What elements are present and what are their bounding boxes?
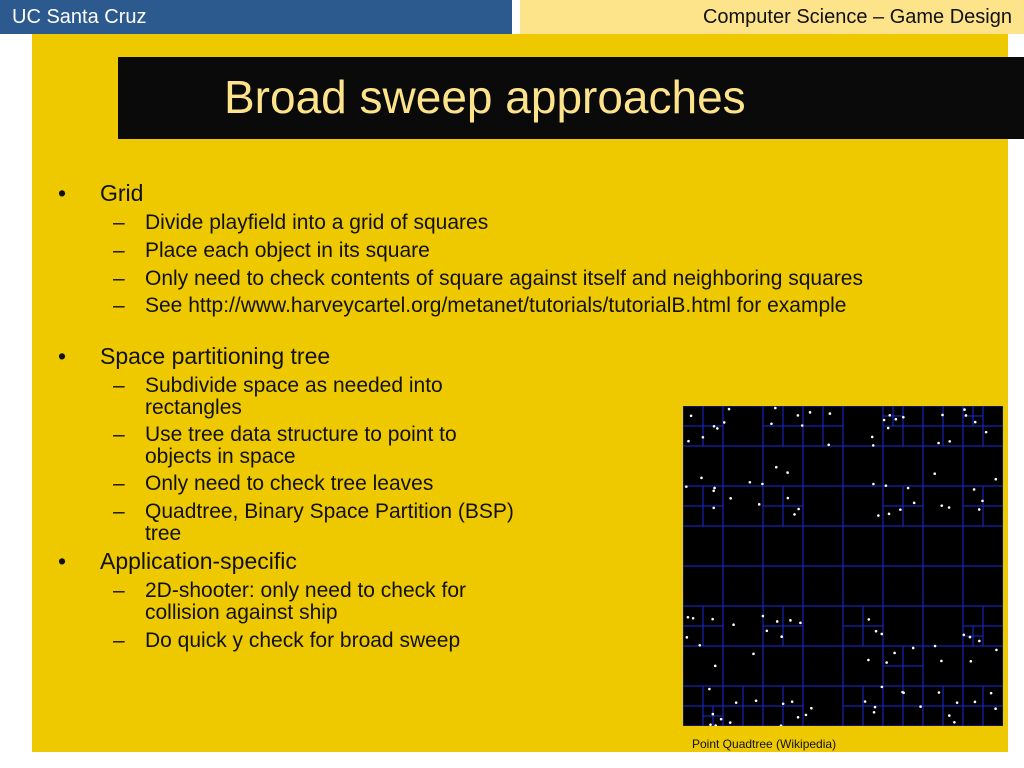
quadtree-point [780, 724, 783, 726]
quadtree-cell [683, 706, 703, 726]
quadtree-cell [763, 426, 783, 446]
quadtree-point [948, 506, 951, 509]
quadtree-cell [743, 686, 763, 706]
quadtree-cell [703, 606, 723, 626]
quadtree-cell [983, 686, 1003, 706]
dash-marker: – [113, 472, 125, 495]
quadtree-cell [903, 506, 923, 526]
sub-bullet: Do quick y check for broad sweep [145, 629, 461, 652]
quadtree-cell [763, 526, 803, 566]
quadtree-point [895, 418, 898, 421]
dash-marker: – [113, 423, 125, 446]
quadtree-cell [783, 406, 803, 426]
quadtree-cell [883, 406, 893, 416]
quadtree-point [755, 699, 758, 702]
sub-bullet: Use tree data structure to point to objects in space [145, 423, 457, 468]
quadtree-cell [923, 606, 963, 646]
quadtree-point [875, 630, 878, 633]
quadtree-point [708, 688, 711, 691]
quadtree-cell [803, 486, 843, 526]
quadtree-point [974, 701, 977, 704]
quadtree-cell [823, 406, 843, 426]
quadtree-cell [883, 666, 903, 686]
quadtree-cell [983, 406, 1003, 426]
quadtree-cell [843, 446, 883, 486]
quadtree-cell [973, 636, 983, 646]
quadtree-cell [763, 406, 783, 426]
quadtree-cell [863, 606, 883, 626]
quadtree-point [713, 425, 716, 428]
quadtree-cell [803, 566, 843, 606]
quadtree-cell [683, 626, 703, 646]
quadtree-cell [923, 526, 963, 566]
quadtree-point [965, 414, 968, 417]
quadtree-point [729, 721, 732, 724]
quadtree-point [994, 707, 997, 710]
quadtree-point [797, 716, 800, 719]
quadtree-cell [943, 406, 963, 426]
quadtree-point [902, 416, 905, 419]
quadtree-cell [923, 566, 963, 606]
quadtree-cell [683, 606, 703, 626]
quadtree-cell [863, 706, 883, 726]
quadtree-cell [883, 526, 923, 566]
quadtree-cell [703, 426, 723, 446]
quadtree-point [874, 706, 877, 709]
quadtree-cell [683, 406, 703, 426]
quadtree-cell [883, 566, 923, 606]
quadtree-cell [683, 506, 703, 526]
quadtree-cell [723, 406, 763, 446]
quadtree-point [912, 647, 915, 650]
quadtree-point [969, 636, 972, 639]
quadtree-cell [983, 606, 1003, 626]
bullet-marker: • [58, 548, 67, 574]
quadtree-point [969, 660, 972, 663]
quadtree-cell [823, 426, 843, 446]
quadtree-cell [683, 646, 723, 686]
quadtree-diagram [683, 406, 1003, 726]
quadtree-cell [843, 526, 883, 566]
quadtree-cell [963, 686, 983, 706]
quadtree-point [712, 489, 715, 492]
quadtree-cell [783, 506, 803, 526]
quadtree-cell [843, 406, 883, 446]
quadtree-point [687, 440, 690, 443]
quadtree-cell [983, 506, 1003, 526]
quadtree-point [981, 500, 984, 503]
quadtree-point [827, 443, 830, 446]
quadtree-cell [803, 606, 843, 646]
quadtree-cell [723, 526, 763, 566]
quadtree-point [888, 414, 891, 417]
sub-bullet: Place each object in its square [145, 239, 430, 262]
quadtree-point [732, 623, 735, 626]
quadtree-point [864, 700, 867, 703]
quadtree-cell [883, 686, 903, 706]
quadtree-cell [963, 606, 983, 626]
quadtree-cell [803, 426, 823, 446]
quadtree-cell [983, 706, 1003, 726]
quadtree-point [801, 424, 804, 427]
quadtree-point [714, 724, 717, 726]
quadtree-point [907, 487, 910, 490]
quadtree-point [995, 649, 998, 652]
quadtree-point [941, 414, 944, 417]
quadtree-point [872, 444, 875, 447]
quadtree-point [953, 721, 956, 724]
quadtree-point [948, 714, 951, 717]
quadtree-point [880, 633, 883, 636]
quadtree-cell [763, 606, 783, 626]
quadtree-cell [963, 636, 973, 646]
quadtree-cell [683, 446, 723, 486]
quadtree-point [770, 422, 773, 425]
quadtree-point [712, 507, 715, 510]
quadtree-cell [703, 626, 723, 646]
quadtree-cell [963, 646, 1003, 686]
quadtree-point [887, 427, 890, 430]
quadtree-cell [843, 706, 863, 726]
quadtree-cell [973, 406, 983, 416]
quadtree-point [780, 635, 783, 638]
quadtree-point [885, 661, 888, 664]
quadtree-point [776, 620, 779, 623]
quadtree-point [789, 619, 792, 622]
quadtree-cell [883, 486, 903, 506]
quadtree-point [793, 513, 796, 516]
quadtree-point [974, 421, 977, 424]
bullet-marker: • [58, 343, 67, 369]
quadtree-cell [713, 706, 723, 716]
quadtree-cell [983, 486, 1003, 506]
quadtree-cell [923, 646, 963, 686]
quadtree-cell [703, 486, 723, 506]
bullet-application-specific: Application-specific [100, 548, 297, 574]
quadtree-point [797, 414, 800, 417]
quadtree-cell [723, 486, 763, 526]
dash-marker: – [113, 579, 125, 602]
quadtree-cell [803, 646, 843, 686]
quadtree-cell [903, 426, 923, 446]
quadtree-cell [983, 426, 1003, 446]
quadtree-cell [943, 686, 963, 706]
quadtree-point [749, 481, 752, 484]
quadtree-point [711, 618, 714, 621]
quadtree-point [716, 427, 719, 430]
quadtree-point [938, 691, 941, 694]
slide-title: Broad sweep approaches [224, 71, 746, 123]
quadtree-cell [883, 426, 903, 446]
sub-bullet: Divide playfield into a grid of squares [145, 211, 489, 234]
quadtree-point [868, 618, 871, 621]
sub-bullet: See http://www.harveycartel.org/metanet/tutorials/tutorialB.html for example [145, 294, 847, 317]
quadtree-point [762, 615, 765, 618]
quadtree-cell [843, 606, 863, 626]
quadtree-point [700, 477, 703, 480]
quadtree-cell [763, 506, 783, 526]
quadtree-cell [843, 486, 883, 526]
sub-bullet: Only need to check contents of square against itself and neighboring squares [145, 267, 863, 290]
quadtree-point [937, 442, 940, 445]
quadtree-cell [723, 566, 763, 606]
quadtree-point [899, 508, 902, 511]
quadtree-point [873, 711, 876, 714]
quadtree-point [883, 419, 886, 422]
dash-marker: – [113, 267, 125, 290]
quadtree-cell [923, 686, 943, 706]
quadtree-point [713, 487, 716, 490]
quadtree-cell [803, 446, 843, 486]
quadtree-point [963, 408, 966, 411]
quadtree-cell [943, 426, 963, 446]
quadtree-point [956, 701, 959, 704]
figure-caption: Point Quadtree (Wikipedia) [692, 737, 837, 751]
quadtree-point [782, 702, 785, 705]
quadtree-cell [683, 526, 723, 566]
quadtree-point [902, 691, 905, 694]
quadtree-point [978, 640, 981, 643]
quadtree-cell [723, 706, 743, 726]
quadtree-cell [963, 416, 973, 426]
sub-bullet: Subdivide space as needed into rectangles [145, 374, 443, 419]
quadtree-point [758, 503, 761, 506]
quadtree-cell [763, 446, 803, 486]
quadtree-point [709, 723, 712, 726]
quadtree-point [690, 414, 693, 417]
quadtree-cell [703, 686, 723, 706]
quadtree-cell [763, 706, 783, 726]
dash-marker: – [113, 211, 125, 234]
quadtree-cell [963, 406, 973, 416]
quadtree-cell [683, 426, 703, 446]
quadtree-cell [903, 666, 923, 686]
quadtree-point [702, 436, 705, 439]
sub-bullet: 2D-shooter: only need to check for collision against ship [145, 579, 467, 624]
quadtree-cell [883, 606, 923, 646]
quadtree-point [885, 484, 888, 487]
quadtree-cell [763, 686, 783, 706]
quadtree-cell [963, 446, 1003, 486]
quadtree-point [893, 652, 896, 655]
dash-marker: – [113, 239, 125, 262]
quadtree-point [805, 714, 808, 717]
quadtree-cell [743, 706, 763, 726]
quadtree-point [867, 659, 870, 662]
quadtree-point [940, 660, 943, 663]
quadtree-point [871, 436, 874, 439]
bullet-space-partitioning-tree: Space partitioning tree [100, 343, 331, 369]
quadtree-cell [683, 566, 723, 606]
quadtree-cell [923, 426, 943, 446]
quadtree-point [720, 718, 723, 721]
quadtree-point [787, 497, 790, 500]
quadtree-cell [893, 406, 903, 416]
quadtree-cell [903, 686, 923, 706]
quadtree-cell [983, 626, 1003, 646]
quadtree-cell [843, 626, 863, 646]
quadtree-cell [803, 406, 823, 426]
quadtree-point [934, 645, 937, 648]
quadtree-cell [723, 606, 763, 646]
quadtree-cell [923, 446, 963, 486]
quadtree-point [729, 497, 732, 500]
quadtree-point [919, 705, 922, 708]
quadtree-point [881, 686, 884, 689]
institution-label: UC Santa Cruz [12, 6, 147, 28]
quadtree-point [766, 630, 769, 633]
quadtree-cell [683, 686, 703, 706]
quadtree-figure [683, 406, 1003, 726]
quadtree-cell [683, 486, 703, 506]
quadtree-cell [943, 706, 963, 726]
quadtree-cell [763, 486, 783, 506]
quadtree-point [723, 421, 726, 424]
dash-marker: – [113, 500, 125, 523]
quadtree-point [962, 634, 965, 637]
quadtree-cell [863, 686, 883, 706]
quadtree-cell [783, 626, 803, 646]
quadtree-cell [963, 526, 1003, 566]
quadtree-point [692, 617, 695, 620]
quadtree-cell [803, 686, 843, 726]
quadtree-cell [843, 566, 883, 606]
quadtree-cell [973, 626, 983, 636]
quadtree-point [978, 508, 981, 511]
sub-bullet: Quadtree, Binary Space Partition (BSP) tree [145, 500, 514, 545]
quadtree-cell [783, 706, 803, 726]
quadtree-point [687, 616, 690, 619]
quadtree-point [712, 713, 715, 716]
dash-marker: – [113, 374, 125, 397]
quadtree-cell [903, 706, 923, 726]
quadtree-point [775, 466, 778, 469]
quadtree-point [698, 644, 701, 647]
quadtree-point [685, 485, 688, 488]
quadtree-cell [963, 566, 1003, 606]
quadtree-cell [703, 406, 723, 426]
quadtree-cell [843, 646, 883, 686]
course-label: Computer Science – Game Design [702, 6, 1012, 28]
quadtree-point [735, 701, 738, 704]
quadtree-cell [723, 646, 763, 686]
quadtree-point [799, 622, 802, 625]
quadtree-cell [703, 706, 713, 716]
quadtree-cell [843, 686, 863, 706]
quadtree-cell [763, 646, 803, 686]
quadtree-cell [923, 706, 943, 726]
quadtree-cell [883, 446, 923, 486]
quadtree-cell [783, 426, 803, 446]
quadtree-point [985, 431, 988, 434]
bullet-marker: • [58, 180, 67, 206]
quadtree-point [728, 408, 731, 411]
quadtree-cell [863, 626, 883, 646]
quadtree-point [791, 700, 794, 703]
quadtree-cell [723, 686, 743, 706]
quadtree-cell [763, 566, 803, 606]
dash-marker: – [113, 629, 125, 652]
quadtree-point [877, 514, 880, 517]
quadtree-point [761, 483, 764, 486]
quadtree-cell [763, 626, 783, 646]
quadtree-point [994, 478, 997, 481]
quadtree-cell [963, 426, 983, 446]
quadtree-point [888, 513, 891, 516]
quadtree-cell [783, 486, 803, 506]
quadtree-point [872, 483, 875, 486]
quadtree-point [786, 471, 789, 474]
quadtree-point [714, 665, 717, 668]
dash-marker: – [113, 294, 125, 317]
quadtree-point [933, 472, 936, 475]
quadtree-point [973, 488, 976, 491]
bullet-grid: Grid [100, 180, 144, 206]
quadtree-cell [963, 706, 983, 726]
quadtree-point [829, 412, 832, 415]
quadtree-point [774, 407, 777, 410]
sub-bullet: Only need to check tree leaves [145, 472, 434, 495]
quadtree-cell [713, 716, 723, 726]
quadtree-cell [783, 686, 803, 706]
quadtree-point [810, 707, 813, 710]
quadtree-cell [923, 406, 943, 426]
quadtree-point [948, 440, 951, 443]
quadtree-cell [803, 526, 843, 566]
quadtree-point [797, 508, 800, 511]
quadtree-point [913, 502, 916, 505]
quadtree-cell [893, 416, 903, 426]
quadtree-point [940, 504, 943, 507]
quadtree-point [686, 636, 689, 639]
quadtree-point [752, 653, 755, 656]
quadtree-point [809, 411, 812, 414]
quadtree-point [990, 692, 993, 695]
quadtree-cell [903, 406, 923, 426]
quadtree-cell [723, 446, 763, 486]
quadtree-cell [883, 706, 903, 726]
